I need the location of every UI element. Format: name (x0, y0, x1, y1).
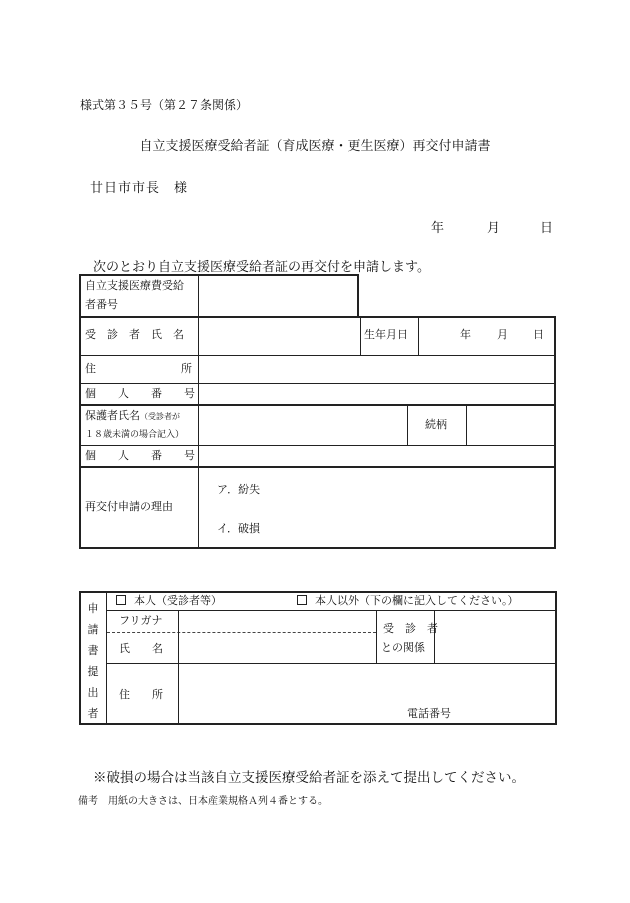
date-month-label: 月 (487, 221, 501, 236)
remarks-text: 用紙の大きさは、日本産業規格Ａ列４番とする。 (108, 796, 328, 807)
address-field[interactable] (199, 356, 554, 383)
relation-label-2: との関係 (381, 641, 425, 654)
submitter-name-field[interactable] (179, 634, 375, 662)
furigana-field[interactable] (179, 611, 375, 631)
guardian-name-field[interactable] (199, 406, 406, 444)
personal-number-field[interactable] (199, 384, 554, 403)
form-number: 様式第３５号（第２７条関係） (80, 98, 249, 112)
phone-label: 電話番号 (407, 707, 451, 720)
option-other[interactable] (297, 592, 519, 610)
address-label-left: 住 (85, 362, 96, 375)
address-label-right: 所 (181, 362, 192, 375)
recipient-number-field[interactable] (199, 276, 357, 316)
option-self[interactable] (116, 592, 222, 610)
birth-year-label: 年 (460, 328, 471, 341)
option-self-label: 本人（受診者等） (134, 594, 222, 607)
personal-number-label: 個 人 番 号 (85, 387, 195, 400)
remarks (78, 792, 328, 807)
submitter-address-field[interactable] (179, 664, 555, 723)
guardian-personal-number-label: 個 人 番 号 (85, 449, 195, 462)
name-label: 氏 名 (119, 642, 163, 655)
guardian-name-label-main: 保護者氏名 (85, 409, 140, 422)
guardian-name-label-note-2: １８歳未満の場合記入） (85, 430, 185, 440)
page-title: 自立支援医療受給者証（育成医療・更生医療）再交付申請書 (139, 139, 491, 154)
option-other-label: 本人以外（下の欄に記入してください。） (315, 594, 519, 607)
submitter-label-char: 出 (87, 686, 99, 699)
submitter-label-char: 請 (87, 623, 99, 636)
reason-option-damaged[interactable]: イ．破損 (217, 522, 261, 535)
submitter-label (85, 598, 101, 724)
birth-day-label: 日 (533, 328, 544, 341)
relation-label-1: 受 診 者 (383, 622, 438, 635)
submitter-label-char: 者 (87, 707, 99, 720)
relationship-label: 続柄 (425, 418, 447, 431)
birth-month-label: 月 (497, 328, 508, 341)
relationship-field[interactable] (467, 406, 554, 444)
intro-text: 次のとおり自立支援医療受給者証の再交付を申請します。 (93, 260, 430, 275)
guardian-name-label-note-1: （受診者が (140, 412, 180, 421)
guardian-personal-number-field[interactable] (199, 446, 554, 465)
date-year-label: 年 (431, 221, 445, 236)
furigana-label: フリガナ (119, 614, 163, 627)
reason-label: 再交付申請の理由 (85, 500, 173, 513)
remarks-label: 備考 (78, 796, 98, 807)
submitter-label-char: 申 (87, 602, 99, 615)
damage-note: ※破損の場合は当該自立支援医療受給者証を添えて提出してください。 (93, 770, 525, 786)
addressee: 廿日市市長 様 (90, 181, 189, 196)
date-day-label: 日 (540, 221, 554, 236)
recipient-number-label-1: 自立支援医療費受給 (85, 279, 184, 292)
recipient-number-label-2: 者番号 (85, 298, 118, 311)
submitter-label-char: 提 (87, 665, 99, 678)
submitter-label-char: 書 (87, 644, 99, 657)
reason-option-lost[interactable]: ア．紛失 (217, 483, 261, 496)
submitter-address-label: 住 所 (119, 688, 163, 701)
guardian-name-label (85, 407, 180, 426)
birthdate-label: 生年月日 (364, 328, 408, 341)
checkbox-other[interactable] (297, 595, 307, 605)
checkbox-self[interactable] (116, 595, 126, 605)
relation-field[interactable] (435, 611, 555, 662)
patient-name-field[interactable] (199, 318, 359, 354)
patient-name-label: 受 診 者 氏 名 (85, 328, 184, 341)
